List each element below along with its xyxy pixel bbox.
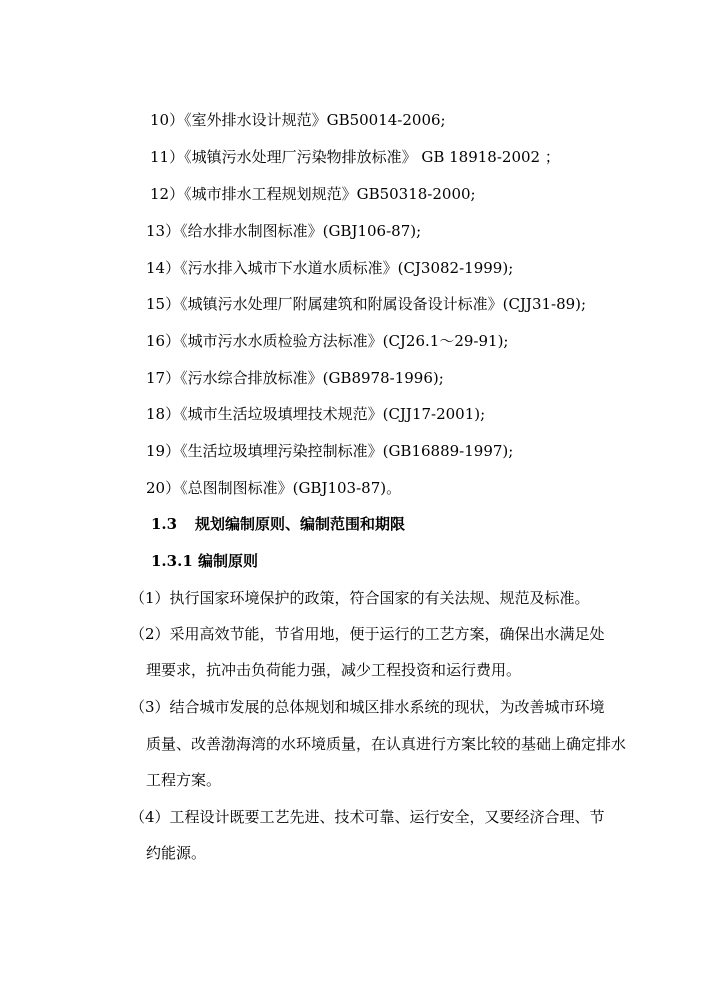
reference-item-16: 16）《城市污水水质检验方法标准》(CJ26.1～29-91); [146,332,509,350]
reference-item-13: 13）《给水排水制图标准》(GBJ106-87); [146,222,422,240]
section-title: 规划编制原则、编制范围和期限 [195,515,406,533]
subsection-title: 1.3.1 编制原则 [151,552,258,570]
principle-3-line-2: 质量、改善渤海湾的水环境质量，在认真进行方案比较的基础上确定排水 [146,735,627,753]
principle-2-line-1: （2）采用高效节能，节省用地，便于运行的工艺方案，确保出水满足处 [130,625,605,643]
principle-4-line-2: 约能源。 [146,844,207,862]
reference-item-19: 19）《生活垃圾填埋污染控制标准》(GB16889-1997); [146,442,514,460]
section-number: 1.3 [151,515,178,533]
reference-item-15: 15）《城镇污水处理厂附属建筑和附属设备设计标准》(CJJ31-89); [146,295,587,313]
reference-item-11: 11）《城镇污水处理厂污染物排放标准》 GB 18918-2002 ； [150,148,560,166]
reference-item-18: 18）《城市生活垃圾填埋技术规范》(CJJ17-2001); [146,405,486,423]
reference-item-14: 14）《污水排入城市下水道水质标准》(CJ3082-1999); [146,259,514,277]
principle-1: （1）执行国家环境保护的政策，符合国家的有关法规、规范及标准。 [130,589,590,607]
reference-item-17: 17）《污水综合排放标准》(GB8978-1996); [146,369,444,387]
principle-3-line-3: 工程方案。 [146,771,222,789]
reference-item-20: 20）《总图制图标准》(GBJ103-87)。 [146,479,402,497]
reference-item-10: 10）《室外排水设计规范》GB50014-2006; [150,111,446,129]
reference-item-12: 12）《城市排水工程规划规范》GB50318-2000; [150,185,476,203]
principle-3-line-1: （3）结合城市发展的总体规划和城区排水系统的现状，为改善城市环境 [130,698,605,716]
principle-4-line-1: （4）工程设计既要工艺先进、技术可靠、运行安全，又要经济合理、节 [130,808,605,826]
principle-2-line-2: 理要求，抗冲击负荷能力强，减少工程投资和运行费用。 [146,661,522,679]
